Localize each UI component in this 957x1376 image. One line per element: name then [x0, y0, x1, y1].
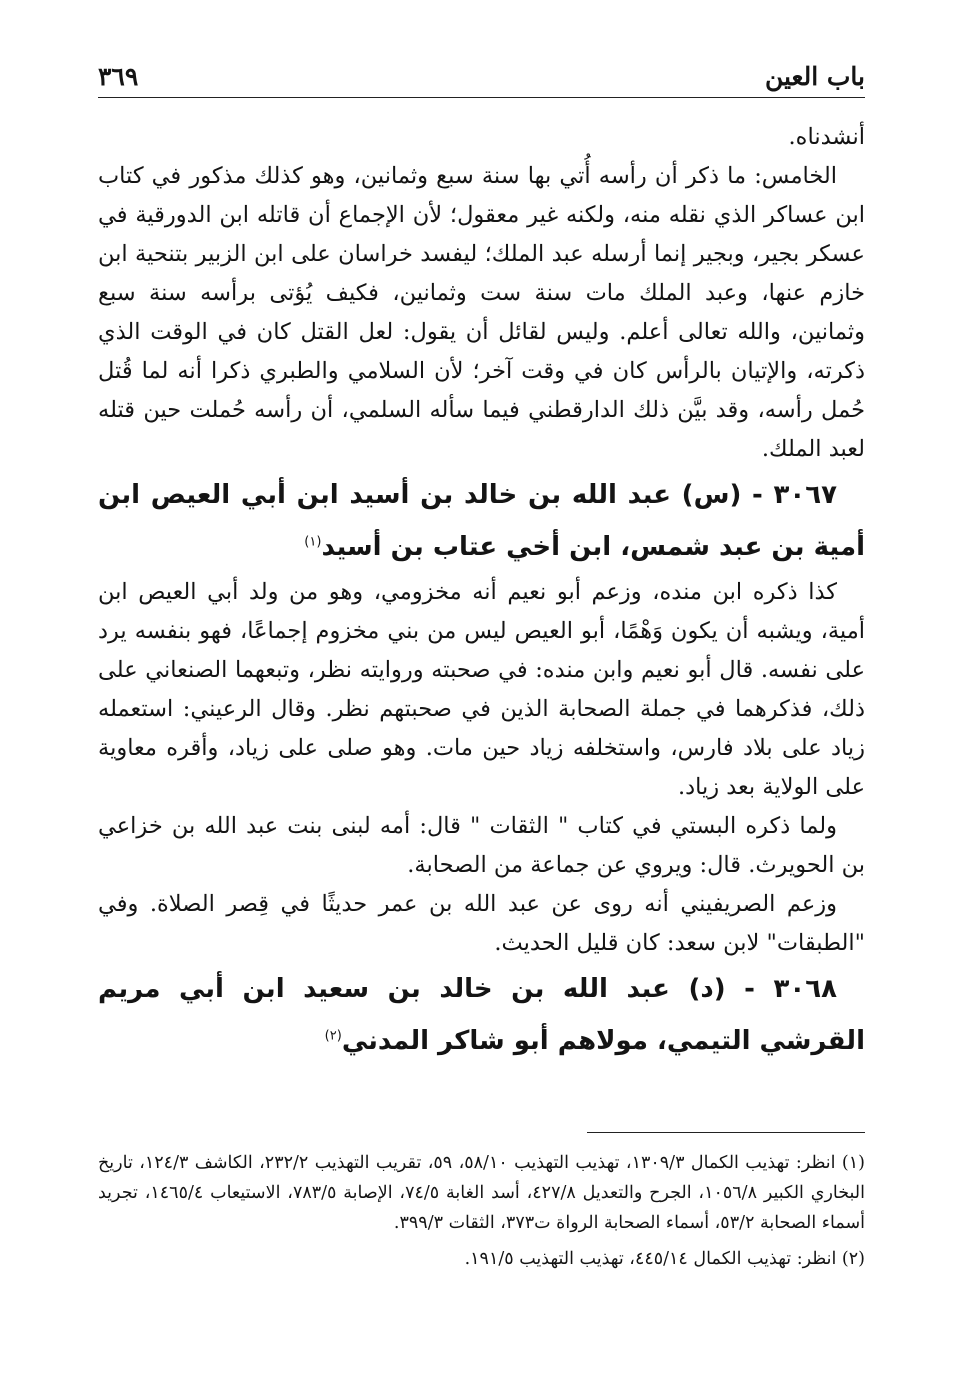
entry-3067-paragraph-3: وزعم الصريفيني أنه روى عن عبد الله بن عمر حديثًا في قِصر الصلاة. وفي "الطبقات" لابن سعد: كان قليل الحديث. — [98, 891, 865, 956]
page-number: ٣٦٩ — [98, 62, 139, 91]
opening-line: أنشدناه. — [788, 124, 865, 150]
footnote-2: (٢) انظر: تهذيب الكمال ٤٤٥/١٤، تهذيب التهذيب ١٩١/٥. — [464, 1249, 865, 1269]
page-header — [98, 58, 865, 98]
entry-3068-title: ٣٠٦٨ - (د) عبد الله بن خالد بن سعيد ابن أبي مريم القرشي التيمي، مولاهم أبو شاكر المدني — [98, 974, 865, 1056]
footnote-1: (١) انظر: تهذيب الكمال ١٣٠٩/٣، تهذيب التهذيب ٥٨/١٠، ٥٩، تقريب التهذيب ٢٣٢/٢، الكاشف ١٢٤/٣، تاريخ البخاري الكبير ١٠٥٦/٨، الجرح والتعديل ٤٢٧/٨، أسد الغابة ٧٤/٥، الإصابة ٧٨٣/٥، الاستيعاب ١٤٦٥/٤، تجريد أسماء الصحابة ٥٣/٢، أسماء الصحابة الرواة ت٣٧٣، الثقات ٣٩٩/٣. — [98, 1153, 865, 1233]
entry-3067-title: ٣٠٦٧ - (س) عبد الله بن خالد بن أسيد ابن أبي العيص ابن أمية بن عبد شمس، ابن أخي عتاب بن أسيد — [98, 480, 865, 562]
footnote-separator — [587, 1132, 865, 1133]
running-title: باب العين — [764, 62, 865, 91]
entry-3067-paragraph-1: كذا ذكره ابن منده، وزعم أبو نعيم أنه مخزومي، وهو من ولد أبي العيص ابن أمية، ويشبه أن يكون وَهْمًا، أبو العيص ليس من بني مخزوم إجماعًا، فهو بنفسه يرد على نفسه. قال أبو نعيم وابن منده: في صحبته وروايته نظر، وتبعهما الصنعاني على ذلك، فذكرهما في جملة الصحابة الذين في صحبتهم نظر. وقال الرعيني: استعمله زياد على بلاد فارس، واستخلفه زياد حين مات. وهو صلى على زياد، وأقره معاوية على الولاية بعد زياد. — [98, 579, 865, 800]
footnote-ref-1[interactable]: (١) — [304, 534, 322, 550]
paragraph-fifth: الخامس: ما ذكر أن رأسه أُتي بها سنة سبع وثمانين، وهو كذلك مذكور في كتاب ابن عساكر الذي نقله منه، ولكنه غير معقول؛ لأن الإجماع أن قاتله ابن الدورقية في عسكر بجير، وبجير إنما أرسله عبد الملك؛ ليفسد خراسان على ابن الزبير بتنحية ابن خازم عنها، وعبد الملك مات سنة ست وثمانين، فكيف يُؤتى برأسه سنة سبع وثمانين، والله تعالى أعلم. وليس لقائل أن يقول: لعل القتل كان في الوقت الذي ذكرته، والإتيان بالرأس كان في وقت آخر؛ لأن السلامي والطبري ذكرا أنه لما قُتل حُمل رأسه، وقد بيَّن ذلك الدارقطني فيما سأله السلمي، أن رأسه حُملت حين قتله لعبد الملك. — [98, 163, 865, 462]
footnotes — [98, 1148, 865, 1280]
entry-3068-heading — [98, 963, 865, 1067]
entry-3067-paragraph-2: ولما ذكره البستي في كتاب " الثقات " قال: أمه لبنى بنت عبد الله بن خزاعي بن الحويرث. قال: ويروي عن جماعة من الصحابة. — [98, 813, 865, 878]
main-text — [98, 118, 865, 1067]
entry-3067-heading — [98, 469, 865, 573]
footnote-ref-2[interactable]: (٢) — [324, 1028, 342, 1044]
